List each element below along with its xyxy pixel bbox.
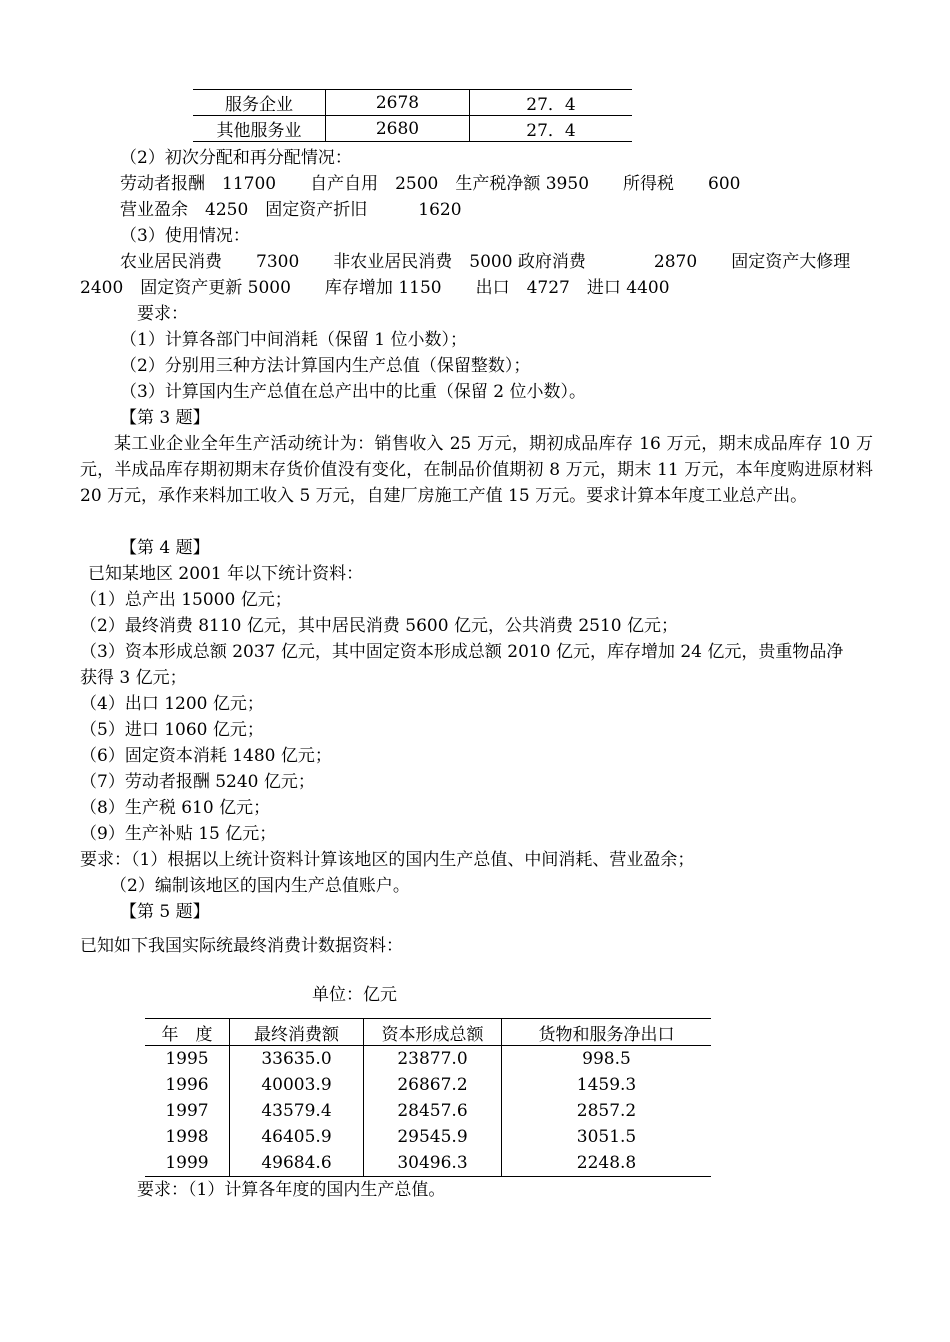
- table-row: [145, 1150, 711, 1177]
- question-title: 【第 3 题】: [120, 408, 210, 428]
- requirement-item: 要求：（1）根据以上统计资料计算该地区的国内生产总值、中间消耗、营业盈余；: [80, 850, 695, 870]
- table-row: [145, 1098, 711, 1124]
- table-cell: 27．4: [470, 116, 633, 142]
- table-cell: 2248.8: [502, 1150, 712, 1177]
- data-item: （2）最终消费 8110 亿元，其中居民消费 5600 亿元，公共消费 2510 亿元；: [80, 616, 679, 636]
- table-cell: 1459.3: [502, 1072, 712, 1098]
- table-cell: 其他服务业: [193, 116, 326, 142]
- requirement-item: （2）分别用三种方法计算国内生产总值（保留整数）；: [120, 356, 531, 376]
- data-item: （3）资本形成总额 2037 亿元，其中固定资本形成总额 2010 亿元，库存增加 24 亿元，贵重物品净: [80, 642, 844, 662]
- table-cell: 1996: [165, 1075, 209, 1095]
- table-cell: 28457.6: [364, 1098, 502, 1124]
- column-header: 最终消费额: [230, 1019, 364, 1046]
- requirement-item: （3）计算国内生产总值在总产出中的比重（保留 2 位小数）。: [120, 382, 586, 402]
- data-item: （1）总产出 15000 亿元；: [80, 590, 292, 610]
- table-cell: 998.5: [502, 1046, 712, 1073]
- sector-table: [193, 89, 632, 142]
- section3-heading: （3）使用情况：: [120, 226, 250, 246]
- data-item: （5）进口 1060 亿元；: [80, 720, 264, 740]
- question-intro: 已知如下我国实际统最终消费计数据资料：: [80, 936, 403, 956]
- requirements-label: 要求：: [137, 304, 188, 324]
- question-intro: 已知某地区 2001 年以下统计资料：: [88, 564, 364, 584]
- table-cell: 30496.3: [364, 1150, 502, 1177]
- table-row: [193, 116, 632, 142]
- table-cell: 40003.9: [230, 1072, 364, 1098]
- data-item: （4）出口 1200 亿元；: [80, 694, 264, 714]
- consumption-table: [145, 1018, 711, 1177]
- table-cell: 3051.5: [502, 1124, 712, 1150]
- column-header: 年 度: [145, 1019, 230, 1046]
- table-row: [193, 90, 632, 116]
- data-item: 获得 3 亿元；: [80, 668, 187, 688]
- table-header-row: [145, 1019, 711, 1046]
- table-cell: 29545.9: [364, 1124, 502, 1150]
- table-cell: 27．4: [470, 90, 633, 116]
- table-cell: 43579.4: [230, 1098, 364, 1124]
- section2-line: 营业盈余 4250 固定资产折旧 1620: [120, 200, 462, 220]
- table-cell: 26867.2: [364, 1072, 502, 1098]
- table-cell: 1995: [165, 1049, 209, 1069]
- section2-line: 劳动者报酬 11700 自产自用 2500 生产税净额 3950 所得税 600: [120, 174, 741, 194]
- table-cell: 2857.2: [502, 1098, 712, 1124]
- section3-line: 2400 固定资产更新 5000 库存增加 1150 出口 4727 进口 4400: [80, 278, 670, 298]
- column-header: 货物和服务净出口: [502, 1019, 712, 1046]
- question-title: 【第 4 题】: [120, 538, 210, 558]
- data-item: （9）生产补贴 15 亿元；: [80, 824, 277, 844]
- question-title: 【第 5 题】: [120, 902, 210, 922]
- table-cell: 23877.0: [364, 1046, 502, 1073]
- table-cell: 46405.9: [230, 1124, 364, 1150]
- table-row: [145, 1124, 711, 1150]
- table-cell: 33635.0: [230, 1046, 364, 1073]
- column-header: 资本形成总额: [364, 1019, 502, 1046]
- table-cell: 2680: [326, 116, 470, 142]
- table-cell: 1997: [165, 1101, 209, 1121]
- data-item: （7）劳动者报酬 5240 亿元；: [80, 772, 315, 792]
- table-cell: 服务企业: [193, 90, 326, 116]
- section2-heading: （2）初次分配和再分配情况：: [120, 148, 352, 168]
- data-item: （6）固定资本消耗 1480 亿元；: [80, 746, 332, 766]
- table-cell: 49684.6: [230, 1150, 364, 1177]
- requirement-item: 要求：（1）计算各年度的国内生产总值。: [137, 1180, 446, 1200]
- table-row: [145, 1046, 711, 1073]
- data-item: （8）生产税 610 亿元；: [80, 798, 271, 818]
- table-cell: 1999: [165, 1153, 209, 1173]
- table-cell: 2678: [326, 90, 470, 116]
- table-cell: 1998: [165, 1127, 209, 1147]
- table-row: [145, 1072, 711, 1098]
- requirement-item: （1）计算各部门中间消耗（保留 1 位小数）；: [120, 330, 467, 350]
- section3-line: 农业居民消费 7300 非农业居民消费 5000 政府消费 2870 固定资产大修理: [120, 252, 851, 272]
- unit-label: 单位：亿元: [312, 985, 397, 1005]
- requirement-item: （2）编制该地区的国内生产总值账户。: [110, 876, 410, 896]
- question-body: 某工业企业全年生产活动统计为：销售收入 25 万元，期初成品库存 16 万元，期末成品库存 10 万元，半成品库存期初期末存货价值没有变化，在制品价值期初 8 万元，期末 11 万元，本年度购进原材料 20 万元，承作来料加工收入 5 万元，自建厂房施工产值 15 万元。要求计算本年度工业总产出。: [80, 434, 873, 506]
